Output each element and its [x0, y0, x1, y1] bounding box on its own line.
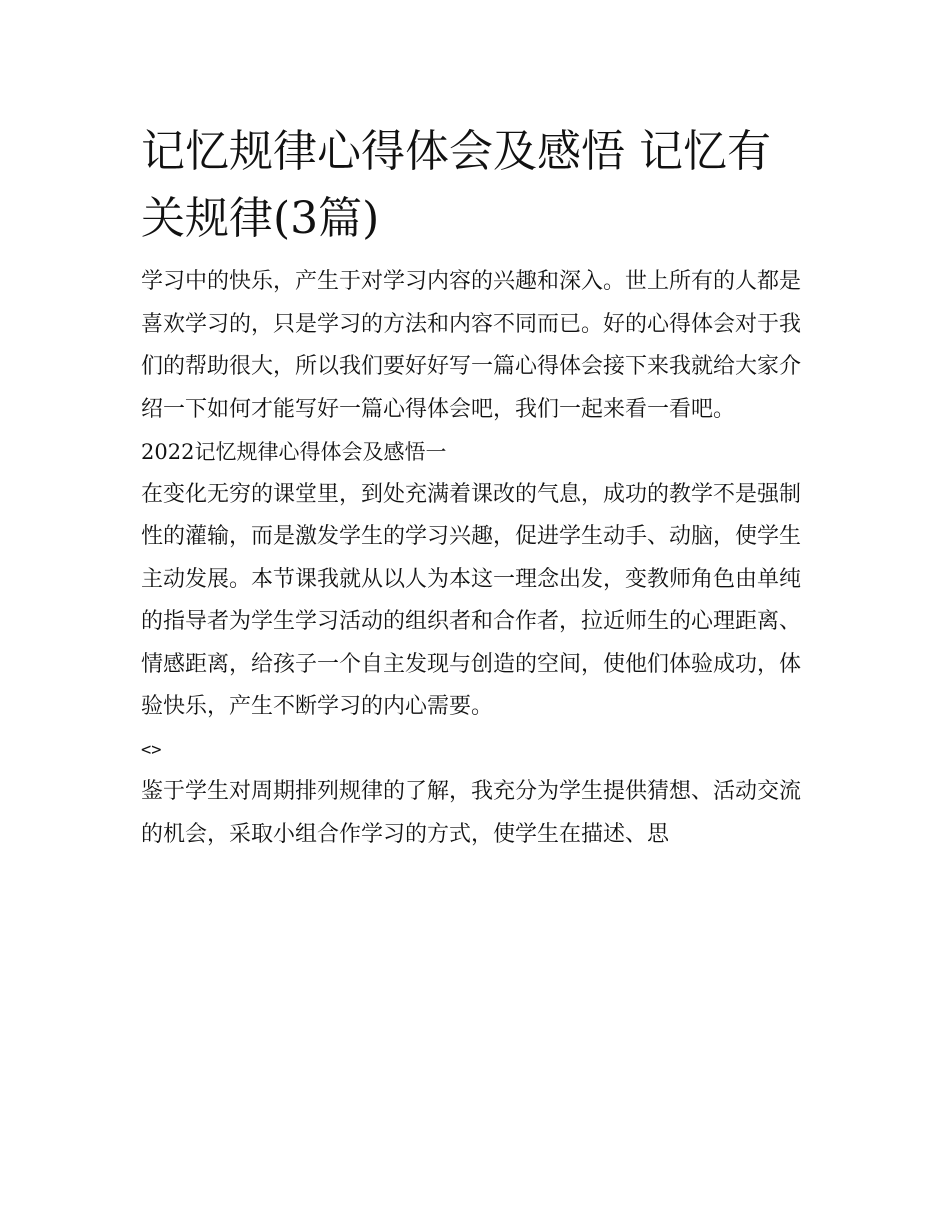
- document-title: 记忆规律心得体会及感悟 记忆有关规律(3篇): [141, 126, 771, 244]
- body-paragraph-continued: 鉴于学生对周期排列规律的了解，我充分为学生提供猜想、活动交流的机会，采取小组合作学习的方式，使学生在描述、思: [141, 779, 802, 847]
- body-paragraph: 在变化无穷的课堂里，到处充满着课改的气息，成功的教学不是强制性的灌输，而是激发学生的学习兴趣，促进学生动手、动脑，使学生主动发展。本节课我就从以人为本这一理念出发，变教师角色由单纯的指导者为学生学习活动的组织者和合作者，拉近师生的心理距离、情感距离，给孩子一个自主发现与创造的空间，使他们体验成功，体验快乐，产生不断学习的内心需要。: [141, 481, 802, 719]
- bracket-marker: <>: [141, 739, 162, 760]
- document-page: [141, 118, 813, 856]
- intro-paragraph: 学习中的快乐，产生于对学习内容的兴趣和深入。世上所有的人都是喜欢学习的，只是学习的方法和内容不同而已。好的心得体会对于我们的帮助很大，所以我们要好好写一篇心得体会接下来我就给大家介绍一下如何才能写好一篇心得体会吧，我们一起来看一看吧。: [141, 269, 802, 422]
- section-heading: 2022记忆规律心得体会及感悟一: [141, 440, 447, 464]
